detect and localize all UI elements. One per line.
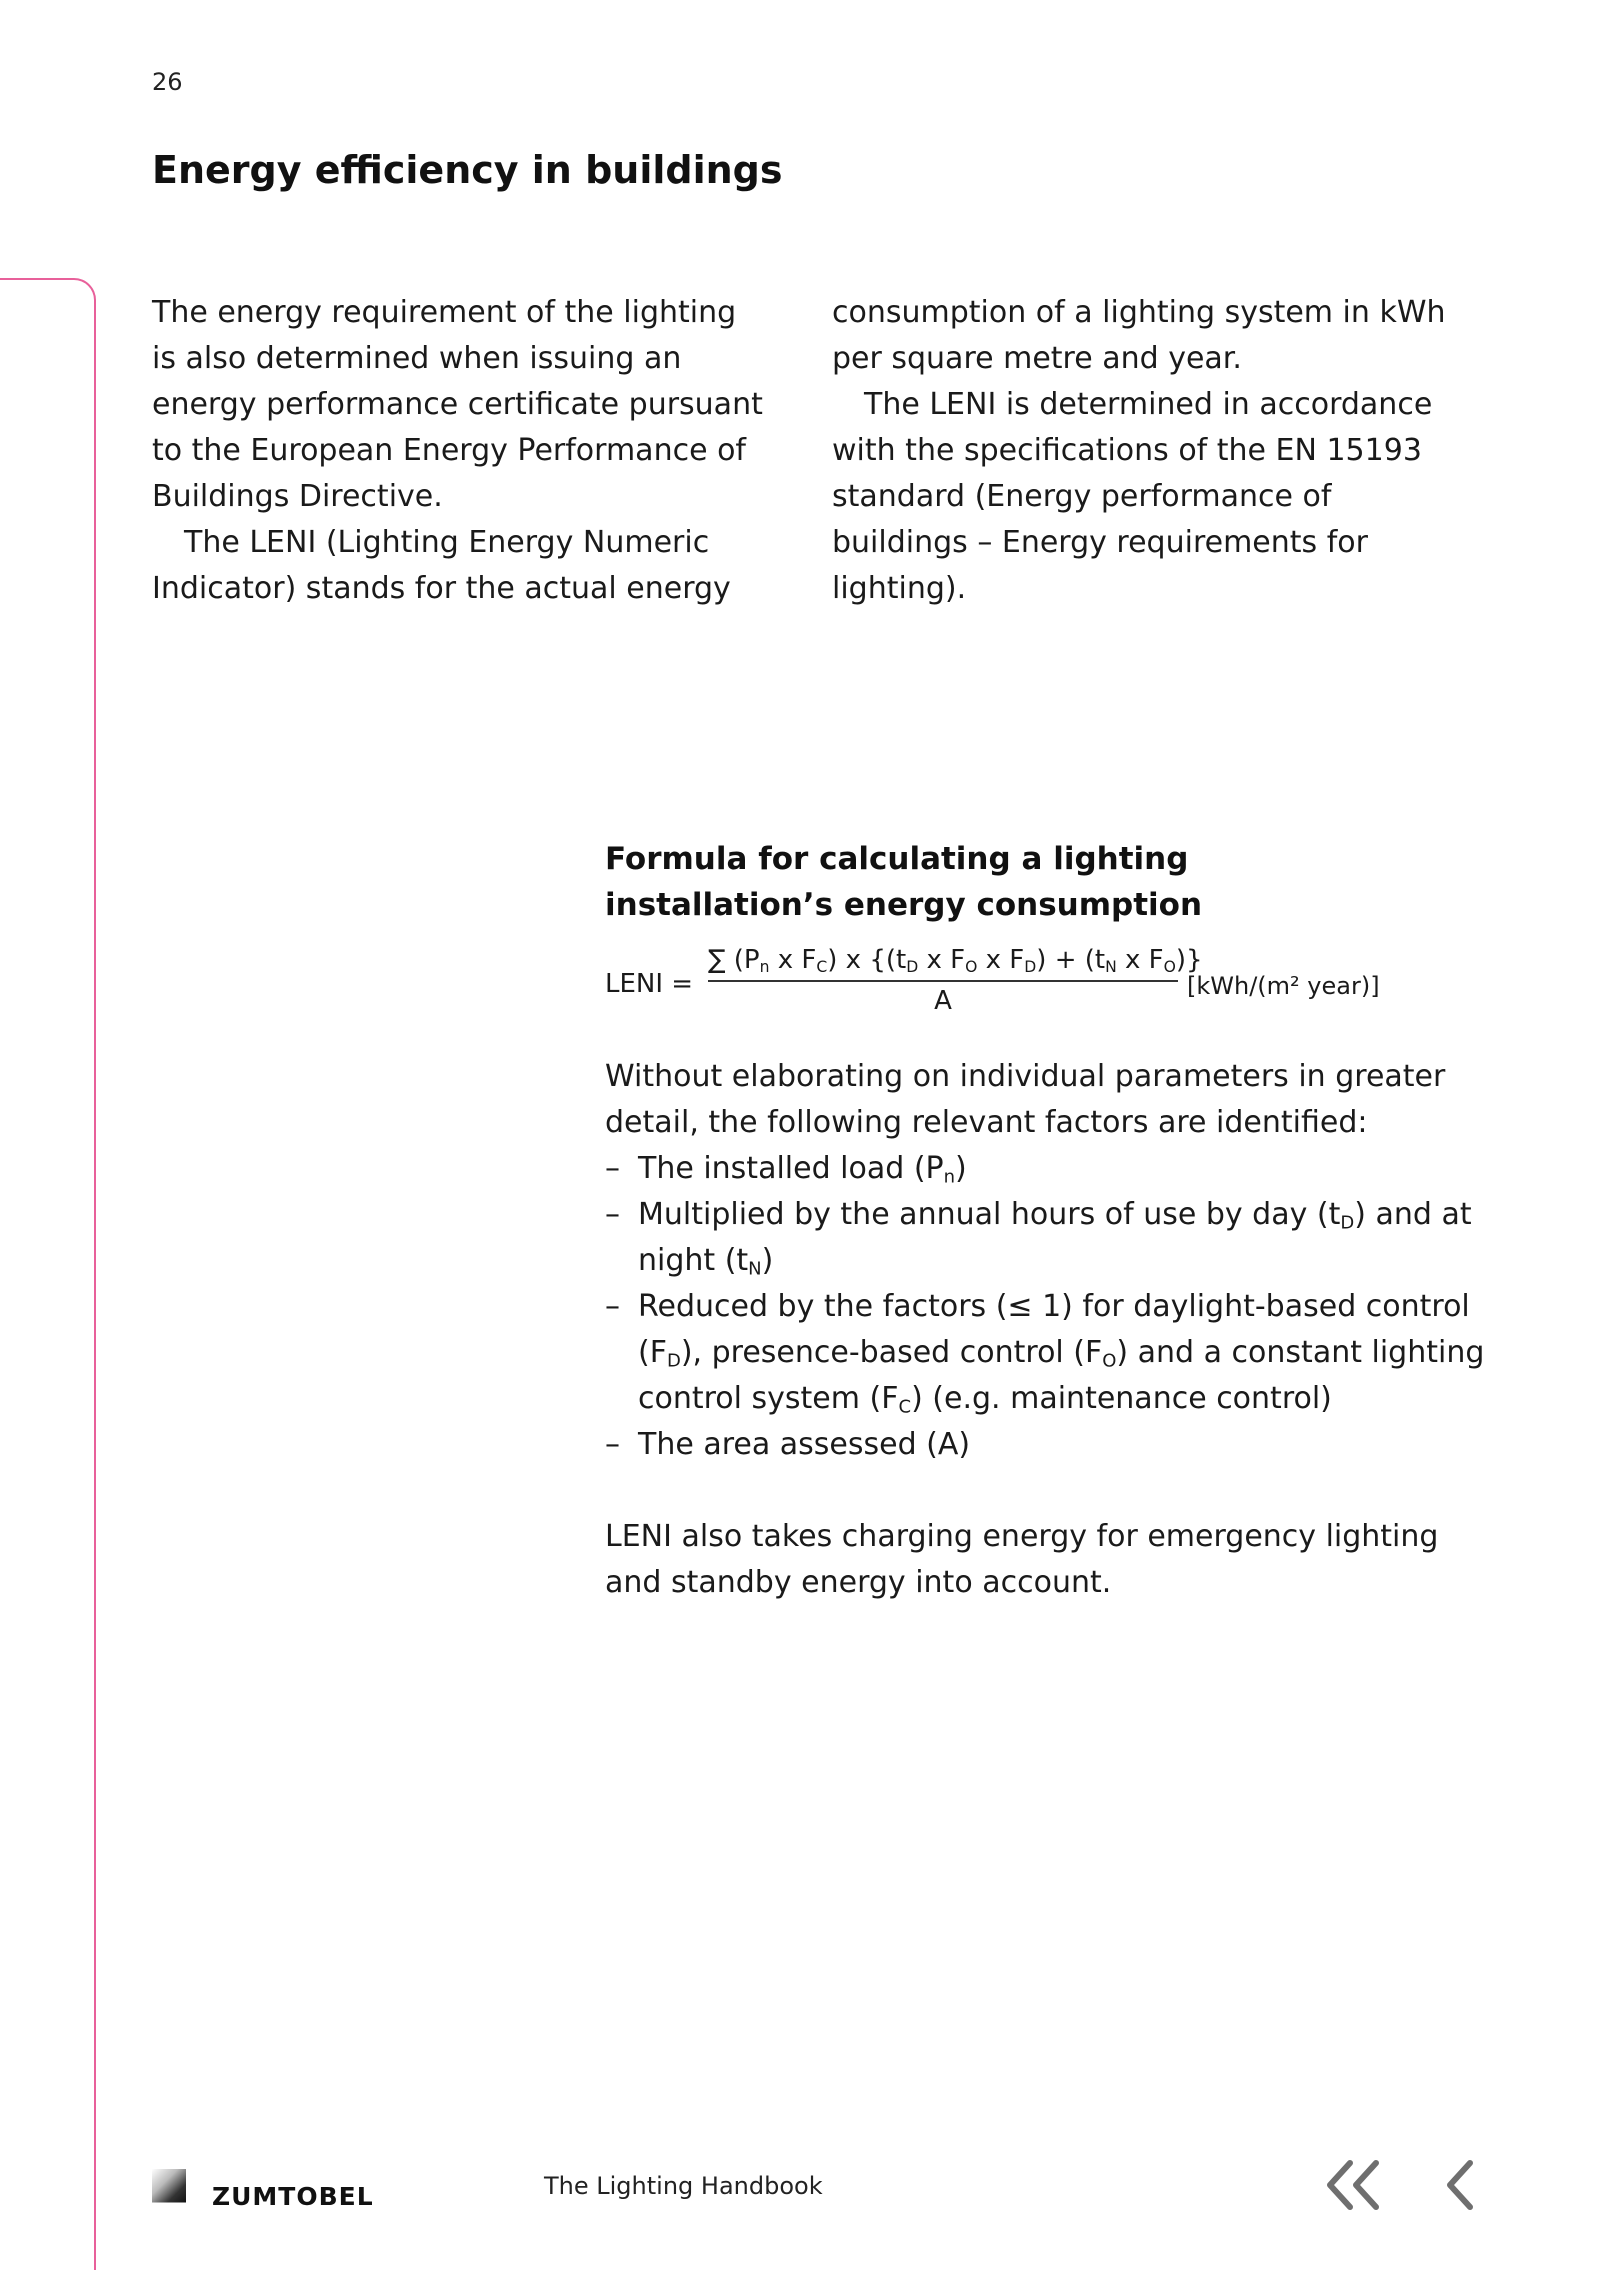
intro-paragraph: The LENI is determined in accordance with the specifications of the EN 15193 standard (Energy performance of buildings – Energy requirements for lighting). <box>832 387 1433 606</box>
intro-right-column <box>832 290 1472 612</box>
factors-intro: Without elaborating on individual parameters in greater detail, the following relevant factors are identified: <box>605 1059 1446 1140</box>
formula-denominator: A <box>934 986 952 1016</box>
brand-name: ZUMTOBEL <box>212 2182 374 2211</box>
formula-heading: Formula for calculating a lighting installation’s energy consumption <box>605 841 1203 923</box>
zumtobel-logo <box>152 2160 374 2211</box>
page-number: 26 <box>152 68 183 96</box>
previous-page-button[interactable] <box>1440 2155 1484 2215</box>
list-item: – Reduced by the factors (≤ 1) for daylight-based control $(F_D)$, presence-based control $(F_O)$ and a constant lighting control system $(F_C)$ (e.g. maintenance control) <box>605 1284 1485 1422</box>
intro-paragraph: consumption of a lighting system in kWh per square metre and year. <box>832 295 1446 376</box>
intro-left-column <box>152 290 767 612</box>
intro-paragraph: The LENI (Lighting Energy Numeric Indicator) stands for the actual energy <box>152 525 731 606</box>
list-item: – Multiplied by the annual hours of use by day $(t_D)$ and at night $(t_N)$ <box>605 1192 1485 1284</box>
first-page-button[interactable] <box>1318 2155 1388 2215</box>
margin-accent-line <box>0 278 96 2270</box>
footer-title: The Lighting Handbook <box>544 2172 823 2200</box>
factor-list <box>605 1146 1485 1468</box>
page-title: Energy efficiency in buildings <box>152 148 783 192</box>
chevron-left-icon <box>1440 2155 1484 2215</box>
formula-unit: [kWh/(m² year)] <box>1187 972 1380 1000</box>
formula-numerator: ∑ ($P_n$ x $F_C$) x {($t_D$ x $F_O$ x $F_D) + (t_N$ x $F_O$)} <box>708 945 1203 976</box>
intro-paragraph: The energy requirement of the lighting is also determined when issuing an energy performance certificate pursuant to the European Energy Performance of Buildings Directive. <box>152 295 763 514</box>
formula-lhs: LENI = <box>605 969 694 999</box>
formula-fraction <box>708 940 1203 1020</box>
leni-formula <box>605 940 1505 1030</box>
list-item: – The installed load $(P_n)$ <box>605 1146 1485 1192</box>
logo-mark-icon <box>152 2169 186 2203</box>
formula-section <box>605 836 1505 1606</box>
closing-paragraph: LENI also takes charging energy for emergency lighting and standby energy into account. <box>605 1519 1439 1600</box>
list-item: – The area assessed (A) <box>605 1422 1485 1468</box>
double-chevron-left-icon <box>1318 2155 1388 2215</box>
